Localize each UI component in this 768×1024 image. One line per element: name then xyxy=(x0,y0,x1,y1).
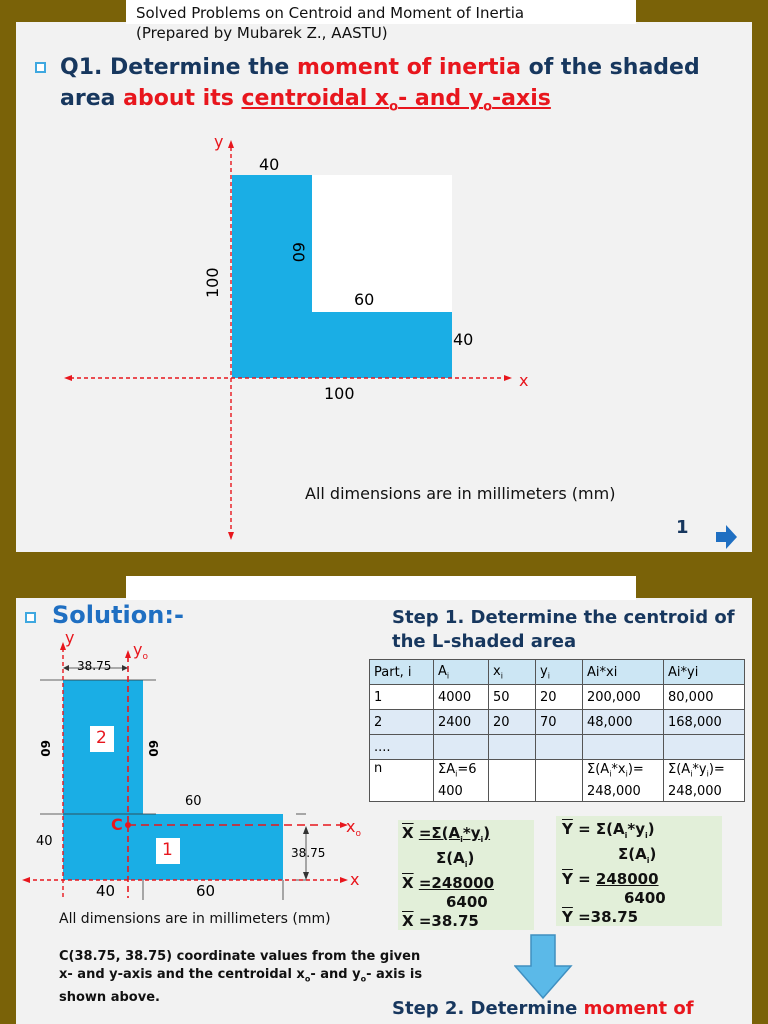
table-cell: 168,000 xyxy=(664,710,745,735)
units-note-2: All dimensions are in millimeters (mm) xyxy=(59,911,331,927)
dim-top-40: 40 xyxy=(259,155,280,174)
page-number: 1 xyxy=(676,517,689,538)
table-header: $x_i$ xyxy=(489,660,536,685)
table-row xyxy=(370,685,745,710)
figure-1 xyxy=(16,22,752,552)
dim-60-inner: 60 xyxy=(146,740,160,757)
xo-axis-label: $x_o$ xyxy=(346,817,361,840)
dim-right-40: 40 xyxy=(453,330,474,349)
question-part: -axis xyxy=(492,86,551,111)
header-line-1: Solved Problems on Centroid and Moment of Inertia xyxy=(136,4,525,22)
cutout xyxy=(312,175,452,312)
conclusion-text: C(38.75, 38.75) coordinate values from the given x- and y-axis and the centroidal $x_o-$ and $y_o-$ axis is shown above. xyxy=(59,949,423,1005)
conclusion-line: shown above. xyxy=(59,989,160,1005)
table-cell xyxy=(434,735,489,760)
slide-1 xyxy=(16,4,752,552)
dim-3875-right: 38.75 xyxy=(291,846,326,860)
table-cell xyxy=(536,735,583,760)
dim-height-100: 100 xyxy=(203,267,222,298)
step1-line: the L-shaded area xyxy=(392,631,577,652)
question-sub: o xyxy=(389,99,399,115)
question-sub: o xyxy=(483,99,493,115)
step1-line: Step 1. Determine the centroid of xyxy=(392,607,735,628)
question-highlight: moment of inertia xyxy=(296,55,521,80)
table-cell: 50 xyxy=(489,685,536,710)
table-header-row xyxy=(370,660,745,685)
question-highlight: about its xyxy=(123,86,242,111)
table-cell: n xyxy=(370,760,434,802)
arrow-icon xyxy=(303,872,309,880)
table-sum-row xyxy=(370,760,745,802)
x-arrow-icon xyxy=(504,375,512,381)
table-cell: .... xyxy=(370,735,434,760)
dim-3875-top: 38.75 xyxy=(77,659,112,673)
next-arrow-icon[interactable] xyxy=(716,525,738,549)
table-header: $A_i$ xyxy=(434,660,489,685)
dim-bottom-100: 100 xyxy=(324,384,355,403)
dim-40-bottom: 40 xyxy=(96,882,116,900)
y-arrow-down-icon xyxy=(228,532,234,540)
table-cell: 1 xyxy=(370,685,434,710)
question-part: Q1. Determine the xyxy=(60,55,297,80)
table-cell: $\Sigma A_i=6$ 400 xyxy=(434,760,489,802)
table-cell xyxy=(489,760,536,802)
dim-60-step: 60 xyxy=(185,794,202,809)
table-cell xyxy=(489,735,536,760)
x-arrow-left-icon xyxy=(22,877,30,883)
dim-40-left: 40 xyxy=(36,834,53,849)
arrow-icon xyxy=(122,665,128,671)
table-cell: $\Sigma(A_i*x_i)=$ 248,000 xyxy=(583,760,664,802)
dim-60-left: 60 xyxy=(38,740,52,757)
table-cell: $\Sigma(A_i*y_i)=$ 248,000 xyxy=(664,760,745,802)
table-cell: 2400 xyxy=(434,710,489,735)
conclusion-line: C(38.75, 38.75) coordinate values from the given xyxy=(59,949,421,964)
table-cell: 20 xyxy=(536,685,583,710)
table-header: Ai*xi xyxy=(583,660,664,685)
table-cell: 2 xyxy=(370,710,434,735)
yo-arrow-icon xyxy=(125,650,131,658)
table-cell: 20 xyxy=(489,710,536,735)
table-cell xyxy=(664,735,745,760)
step2-heading: Step 2. Determine moment of xyxy=(392,998,694,1019)
table-header: $y_i$ xyxy=(536,660,583,685)
y-arrow-icon xyxy=(228,140,234,148)
header-tab xyxy=(126,576,636,600)
formula-y: $\overline{Y} = \Sigma(A_i*y_i)$ $\Sigma(A_i)$ $\overline{Y} = 248000$ 6400 $\overline{Y} =38.75$ xyxy=(562,820,666,926)
x-axis-label: x xyxy=(519,371,529,390)
units-note: All dimensions are in millimeters (mm) xyxy=(305,484,616,503)
x-axis-label: x xyxy=(350,870,360,889)
down-arrow-icon xyxy=(514,934,574,1000)
x-arrow-icon xyxy=(340,877,348,883)
centroid-point xyxy=(125,822,131,828)
table-cell: 70 xyxy=(536,710,583,735)
dim-60-bottom: 60 xyxy=(196,882,216,900)
table-row xyxy=(370,710,745,735)
solution-title: Solution:- xyxy=(52,601,184,629)
x-arrow-left-icon xyxy=(64,375,72,381)
arrow-icon xyxy=(303,826,309,834)
slide-2 xyxy=(16,598,752,1024)
table-header: Part, i xyxy=(370,660,434,685)
question-part: of the shaded xyxy=(520,55,700,80)
y-axis-label: y xyxy=(214,132,224,151)
centroid-label: C xyxy=(111,815,123,834)
table-cell xyxy=(583,735,664,760)
table-header: Ai*yi xyxy=(664,660,745,685)
dim-inner-60: 60 xyxy=(289,242,308,263)
question-part: - and y xyxy=(398,86,484,111)
table-row xyxy=(370,735,745,760)
question-part: centroidal x xyxy=(241,86,390,111)
yo-axis-label: $y_o$ xyxy=(133,640,148,663)
table-cell: 48,000 xyxy=(583,710,664,735)
step1-heading xyxy=(392,606,735,654)
centroid-table xyxy=(369,659,745,802)
table-cell: 4000 xyxy=(434,685,489,710)
table-cell: 80,000 xyxy=(664,685,745,710)
arrow-icon xyxy=(63,665,69,671)
y-axis-label: y xyxy=(65,628,75,647)
formula-x: $\overline{X} =\Sigma(A_i*y_i)$ $\Sigma(A_i)$ $\overline{X} =248000$ 6400 $\overline{X} =38.75$ xyxy=(402,824,495,930)
part-1-label: 1 xyxy=(162,840,173,860)
dim-step-60: 60 xyxy=(354,290,375,309)
table-cell: 200,000 xyxy=(583,685,664,710)
header-line-2: (Prepared by Mubarek Z., AASTU) xyxy=(136,24,388,42)
part-2-label: 2 xyxy=(96,728,107,748)
question-part: area xyxy=(60,86,124,111)
table-cell xyxy=(536,760,583,802)
